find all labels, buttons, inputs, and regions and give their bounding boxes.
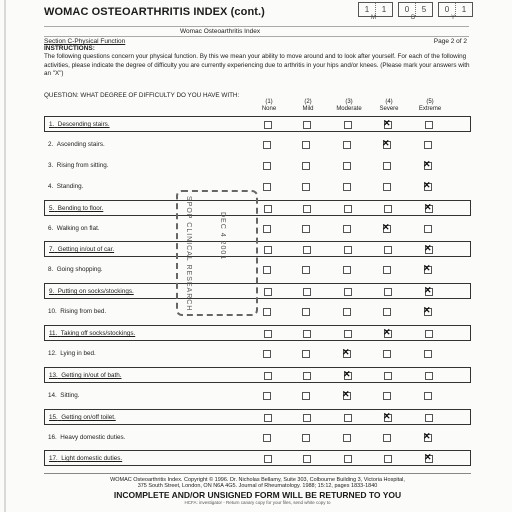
item-row [44, 179, 471, 195]
answer-checkbox[interactable] [342, 389, 351, 400]
item-row [44, 158, 471, 174]
item-number: 9. [49, 288, 55, 295]
item-number: 4. [48, 183, 54, 190]
item-label [49, 246, 114, 253]
date-label-month: M [371, 15, 376, 21]
x-mark-icon: ✕ [423, 263, 431, 273]
column-number: (4) [385, 99, 393, 105]
item-label [48, 434, 125, 441]
answer-checkbox[interactable] [424, 141, 432, 149]
x-mark-icon: ✕ [424, 285, 432, 295]
item-row [44, 367, 471, 383]
form-title: WOMAC OSTEOARTHRITIS INDEX (cont.) [44, 6, 265, 18]
answer-checkbox[interactable] [383, 162, 391, 170]
item-number: 16. [48, 434, 57, 441]
item-row [44, 430, 471, 446]
item-text: Putting on socks/stockings. [57, 288, 134, 295]
item-number: 6. [48, 225, 54, 232]
answer-checkbox[interactable] [383, 266, 391, 274]
header-divider [44, 26, 469, 27]
item-number: 14. [48, 392, 57, 399]
answer-checkbox[interactable] [263, 162, 271, 170]
received-stamp [176, 190, 258, 316]
answer-checkbox[interactable] [383, 350, 391, 358]
answer-checkbox[interactable] [303, 372, 311, 380]
column-number: (5) [426, 99, 434, 105]
copyright-line: WOMAC Osteoarthritis Index. Copyright © 1996. Dr. Nicholas Bellamy, Suite 303, Colbourne Building 3, Victoria Hospital, [110, 477, 405, 483]
item-label [48, 308, 106, 315]
x-mark-icon: ✕ [383, 327, 391, 337]
answer-checkbox[interactable] [382, 222, 391, 233]
answer-checkbox[interactable] [383, 118, 392, 129]
warning-notice: INCOMPLETE AND/OR UNSIGNED FORM WILL BE RETURNED TO YOU [113, 490, 402, 500]
item-row [44, 116, 471, 132]
item-label [49, 455, 122, 462]
date-digit: 1 [359, 3, 376, 16]
date-digit: 5 [421, 5, 427, 14]
answer-checkbox[interactable] [264, 246, 272, 254]
answer-checkbox[interactable] [343, 162, 351, 170]
answer-checkbox[interactable] [384, 205, 392, 213]
page-number: Page 2 of 2 [433, 38, 467, 45]
answer-checkbox[interactable] [302, 141, 310, 149]
stamp-date: DEC 4 2001 [219, 212, 226, 261]
item-number: 12. [48, 350, 57, 357]
answer-checkbox[interactable] [302, 225, 310, 233]
answer-checkbox[interactable] [424, 225, 432, 233]
answer-checkbox[interactable] [303, 414, 311, 422]
item-label [49, 205, 103, 212]
answer-checkbox[interactable] [264, 372, 272, 380]
answer-checkbox[interactable] [303, 288, 311, 296]
answer-checkbox[interactable] [302, 350, 310, 358]
date-label-day: D [411, 15, 416, 21]
column-header [253, 99, 285, 112]
answer-checkbox[interactable] [264, 414, 272, 422]
instructions-text: The following questions concern your physical function. By this we mean your ability to move around and to look after yourself. For each of the following activities, please indicate the degree of difficulty you are currently experiencing due to arthritis in your hips and/or knees. (Please mark your answers with an "X") [44, 53, 470, 77]
x-mark-icon: ✕ [383, 118, 391, 128]
x-mark-icon: ✕ [423, 305, 431, 315]
question-text: QUESTION: WHAT DEGREE OF DIFFICULTY DO YOU HAVE WITH: [44, 92, 240, 99]
item-text: Lying in bed. [60, 350, 96, 357]
x-mark-icon: ✕ [382, 138, 390, 148]
answer-checkbox[interactable] [302, 392, 310, 400]
date-digit: 0 [439, 3, 456, 16]
answer-checkbox[interactable] [343, 434, 351, 442]
x-mark-icon: ✕ [424, 202, 432, 212]
header-divider [44, 36, 469, 37]
item-label [48, 392, 80, 399]
item-text: Sitting. [60, 392, 80, 399]
item-text: Going shopping. [56, 266, 103, 273]
answer-checkbox[interactable] [263, 350, 271, 358]
answer-checkbox[interactable] [263, 225, 271, 233]
column-header [333, 99, 365, 112]
item-label [49, 288, 134, 295]
answer-checkbox[interactable] [425, 121, 433, 129]
item-text: Rising from sitting. [56, 162, 109, 169]
item-number: 7. [49, 246, 55, 253]
answer-checkbox[interactable] [302, 266, 310, 274]
date-label-year: Y [451, 15, 456, 21]
instructions-heading: INSTRUCTIONS: [44, 45, 95, 52]
item-label [48, 183, 83, 190]
answer-checkbox[interactable] [425, 414, 433, 422]
answer-checkbox[interactable] [264, 121, 272, 129]
item-text: Taking off socks/stockings. [60, 330, 136, 337]
answer-checkbox[interactable] [383, 183, 391, 191]
answer-checkbox[interactable] [263, 434, 271, 442]
answer-checkbox[interactable] [384, 455, 392, 463]
answer-checkbox[interactable] [424, 392, 432, 400]
answer-checkbox[interactable] [344, 414, 352, 422]
item-row [44, 409, 471, 425]
answer-checkbox[interactable] [263, 392, 271, 400]
answer-checkbox[interactable] [343, 141, 351, 149]
x-mark-icon: ✕ [423, 431, 431, 441]
answer-checkbox[interactable] [263, 308, 271, 316]
form-footer [44, 473, 471, 505]
page-edge [4, 0, 6, 512]
answer-checkbox[interactable] [343, 369, 352, 380]
item-label [48, 266, 103, 273]
item-number: 8. [48, 266, 54, 273]
x-mark-icon: ✕ [424, 243, 432, 253]
answer-checkbox[interactable] [263, 183, 271, 191]
item-text: Walking on flat. [56, 225, 100, 232]
item-number: 1. [49, 121, 55, 128]
item-label [48, 162, 109, 169]
answer-checkbox[interactable] [343, 183, 351, 191]
item-row [44, 137, 471, 153]
answer-checkbox[interactable] [302, 308, 310, 316]
answer-checkbox[interactable] [263, 141, 271, 149]
item-row [44, 346, 471, 362]
item-number: 17. [49, 455, 58, 462]
answer-checkbox[interactable] [383, 411, 392, 422]
answer-checkbox[interactable] [264, 205, 272, 213]
x-mark-icon: ✕ [342, 347, 350, 357]
date-digit: 0 [399, 3, 416, 16]
answer-checkbox[interactable] [303, 330, 311, 338]
answer-checkbox[interactable] [384, 372, 392, 380]
answer-checkbox[interactable] [343, 266, 351, 274]
copy-instructions: HCFA: investigator - Return canary copy for your files, send white copy to [184, 500, 331, 505]
x-mark-icon: ✕ [382, 222, 390, 232]
item-label [48, 225, 100, 232]
item-label [49, 414, 116, 421]
answer-checkbox[interactable] [302, 162, 310, 170]
answer-checkbox[interactable] [424, 243, 433, 254]
answer-checkbox[interactable] [344, 288, 352, 296]
answer-checkbox[interactable] [424, 285, 433, 296]
answer-checkbox[interactable] [344, 455, 352, 463]
item-label [48, 141, 105, 148]
answer-checkbox[interactable] [303, 455, 311, 463]
stamp-text: SPOP CLINICAL RESEARCH [185, 196, 192, 312]
column-label: Mild [302, 105, 314, 112]
answer-checkbox[interactable] [424, 350, 432, 358]
item-text: Heavy domestic duties. [60, 434, 126, 441]
answer-checkbox[interactable] [343, 225, 351, 233]
answer-checkbox[interactable] [302, 183, 310, 191]
answer-checkbox[interactable] [423, 263, 432, 274]
date-year-box [438, 2, 473, 17]
answer-checkbox[interactable] [383, 308, 391, 316]
answer-checkbox[interactable] [302, 434, 310, 442]
item-label [49, 372, 121, 379]
answer-checkbox[interactable] [424, 202, 433, 213]
item-row [44, 388, 471, 404]
item-number: 5. [49, 205, 55, 212]
item-number: 15. [49, 414, 58, 421]
answer-checkbox[interactable] [384, 246, 392, 254]
answer-checkbox[interactable] [424, 452, 433, 463]
item-text: Light domestic duties. [61, 455, 123, 462]
item-text: Getting in/out of bath. [61, 372, 122, 379]
answer-checkbox[interactable] [303, 121, 311, 129]
item-number: 3. [48, 162, 54, 169]
column-number: (1) [265, 99, 273, 105]
answer-checkbox[interactable] [423, 159, 432, 170]
item-text: Standing. [56, 183, 84, 190]
x-mark-icon: ✕ [423, 180, 431, 190]
column-label: Moderate [336, 105, 362, 112]
x-mark-icon: ✕ [342, 389, 350, 399]
x-mark-icon: ✕ [343, 369, 351, 379]
x-mark-icon: ✕ [383, 411, 391, 421]
item-text: Getting in/out of car. [57, 246, 115, 253]
x-mark-icon: ✕ [424, 452, 432, 462]
answer-checkbox[interactable] [344, 246, 352, 254]
item-text: Bending to floor. [57, 205, 104, 212]
column-header [414, 99, 446, 112]
item-number: 13. [49, 372, 58, 379]
item-row [44, 450, 471, 466]
form-subtitle: Womac Osteoarthritis Index [180, 28, 261, 35]
answer-checkbox[interactable] [383, 327, 392, 338]
column-label: Severe [379, 105, 399, 112]
answer-checkbox[interactable] [344, 330, 352, 338]
item-number: 10. [48, 308, 57, 315]
item-text: Getting on/off toilet. [61, 414, 116, 421]
answer-checkbox[interactable] [264, 288, 272, 296]
answer-checkbox[interactable] [344, 121, 352, 129]
item-label [49, 121, 110, 128]
column-number: (2) [304, 99, 312, 105]
answer-checkbox[interactable] [423, 431, 432, 442]
answer-checkbox[interactable] [383, 392, 391, 400]
answer-checkbox[interactable] [383, 434, 391, 442]
item-text: Descending stairs. [57, 121, 110, 128]
address-line: 375 South Street, London, ON N6A 4G5. Journal of Rheumatology. 1988; 15:12, pages 1833-1840 [137, 483, 378, 489]
answer-checkbox[interactable] [303, 205, 311, 213]
answer-checkbox[interactable] [343, 308, 351, 316]
column-label: None [261, 105, 277, 112]
item-text: Rising from bed. [60, 308, 107, 315]
answer-checkbox[interactable] [344, 205, 352, 213]
answer-checkbox[interactable] [425, 330, 433, 338]
section-title: Section C-Physical Function [44, 38, 126, 45]
answer-checkbox[interactable] [423, 180, 432, 191]
item-text: Ascending stairs. [56, 141, 105, 148]
answer-checkbox[interactable] [425, 372, 433, 380]
item-row [44, 325, 471, 341]
answer-checkbox[interactable] [382, 138, 391, 149]
item-label [49, 330, 135, 337]
date-digit: 1 [461, 5, 467, 14]
answer-checkbox[interactable] [303, 246, 311, 254]
answer-checkbox[interactable] [264, 330, 272, 338]
column-header [373, 99, 405, 112]
answer-checkbox[interactable] [342, 347, 351, 358]
column-number: (3) [345, 99, 353, 105]
item-number: 11. [49, 330, 58, 337]
item-label [48, 350, 96, 357]
answer-checkbox[interactable] [264, 455, 272, 463]
column-label: Extreme [418, 105, 442, 112]
date-digit: 1 [381, 5, 387, 14]
answer-checkbox[interactable] [263, 266, 271, 274]
x-mark-icon: ✕ [423, 159, 431, 169]
answer-checkbox[interactable] [423, 305, 432, 316]
date-day-box [398, 2, 433, 17]
answer-checkbox[interactable] [384, 288, 392, 296]
column-header [292, 99, 324, 112]
item-number: 2. [48, 141, 54, 148]
